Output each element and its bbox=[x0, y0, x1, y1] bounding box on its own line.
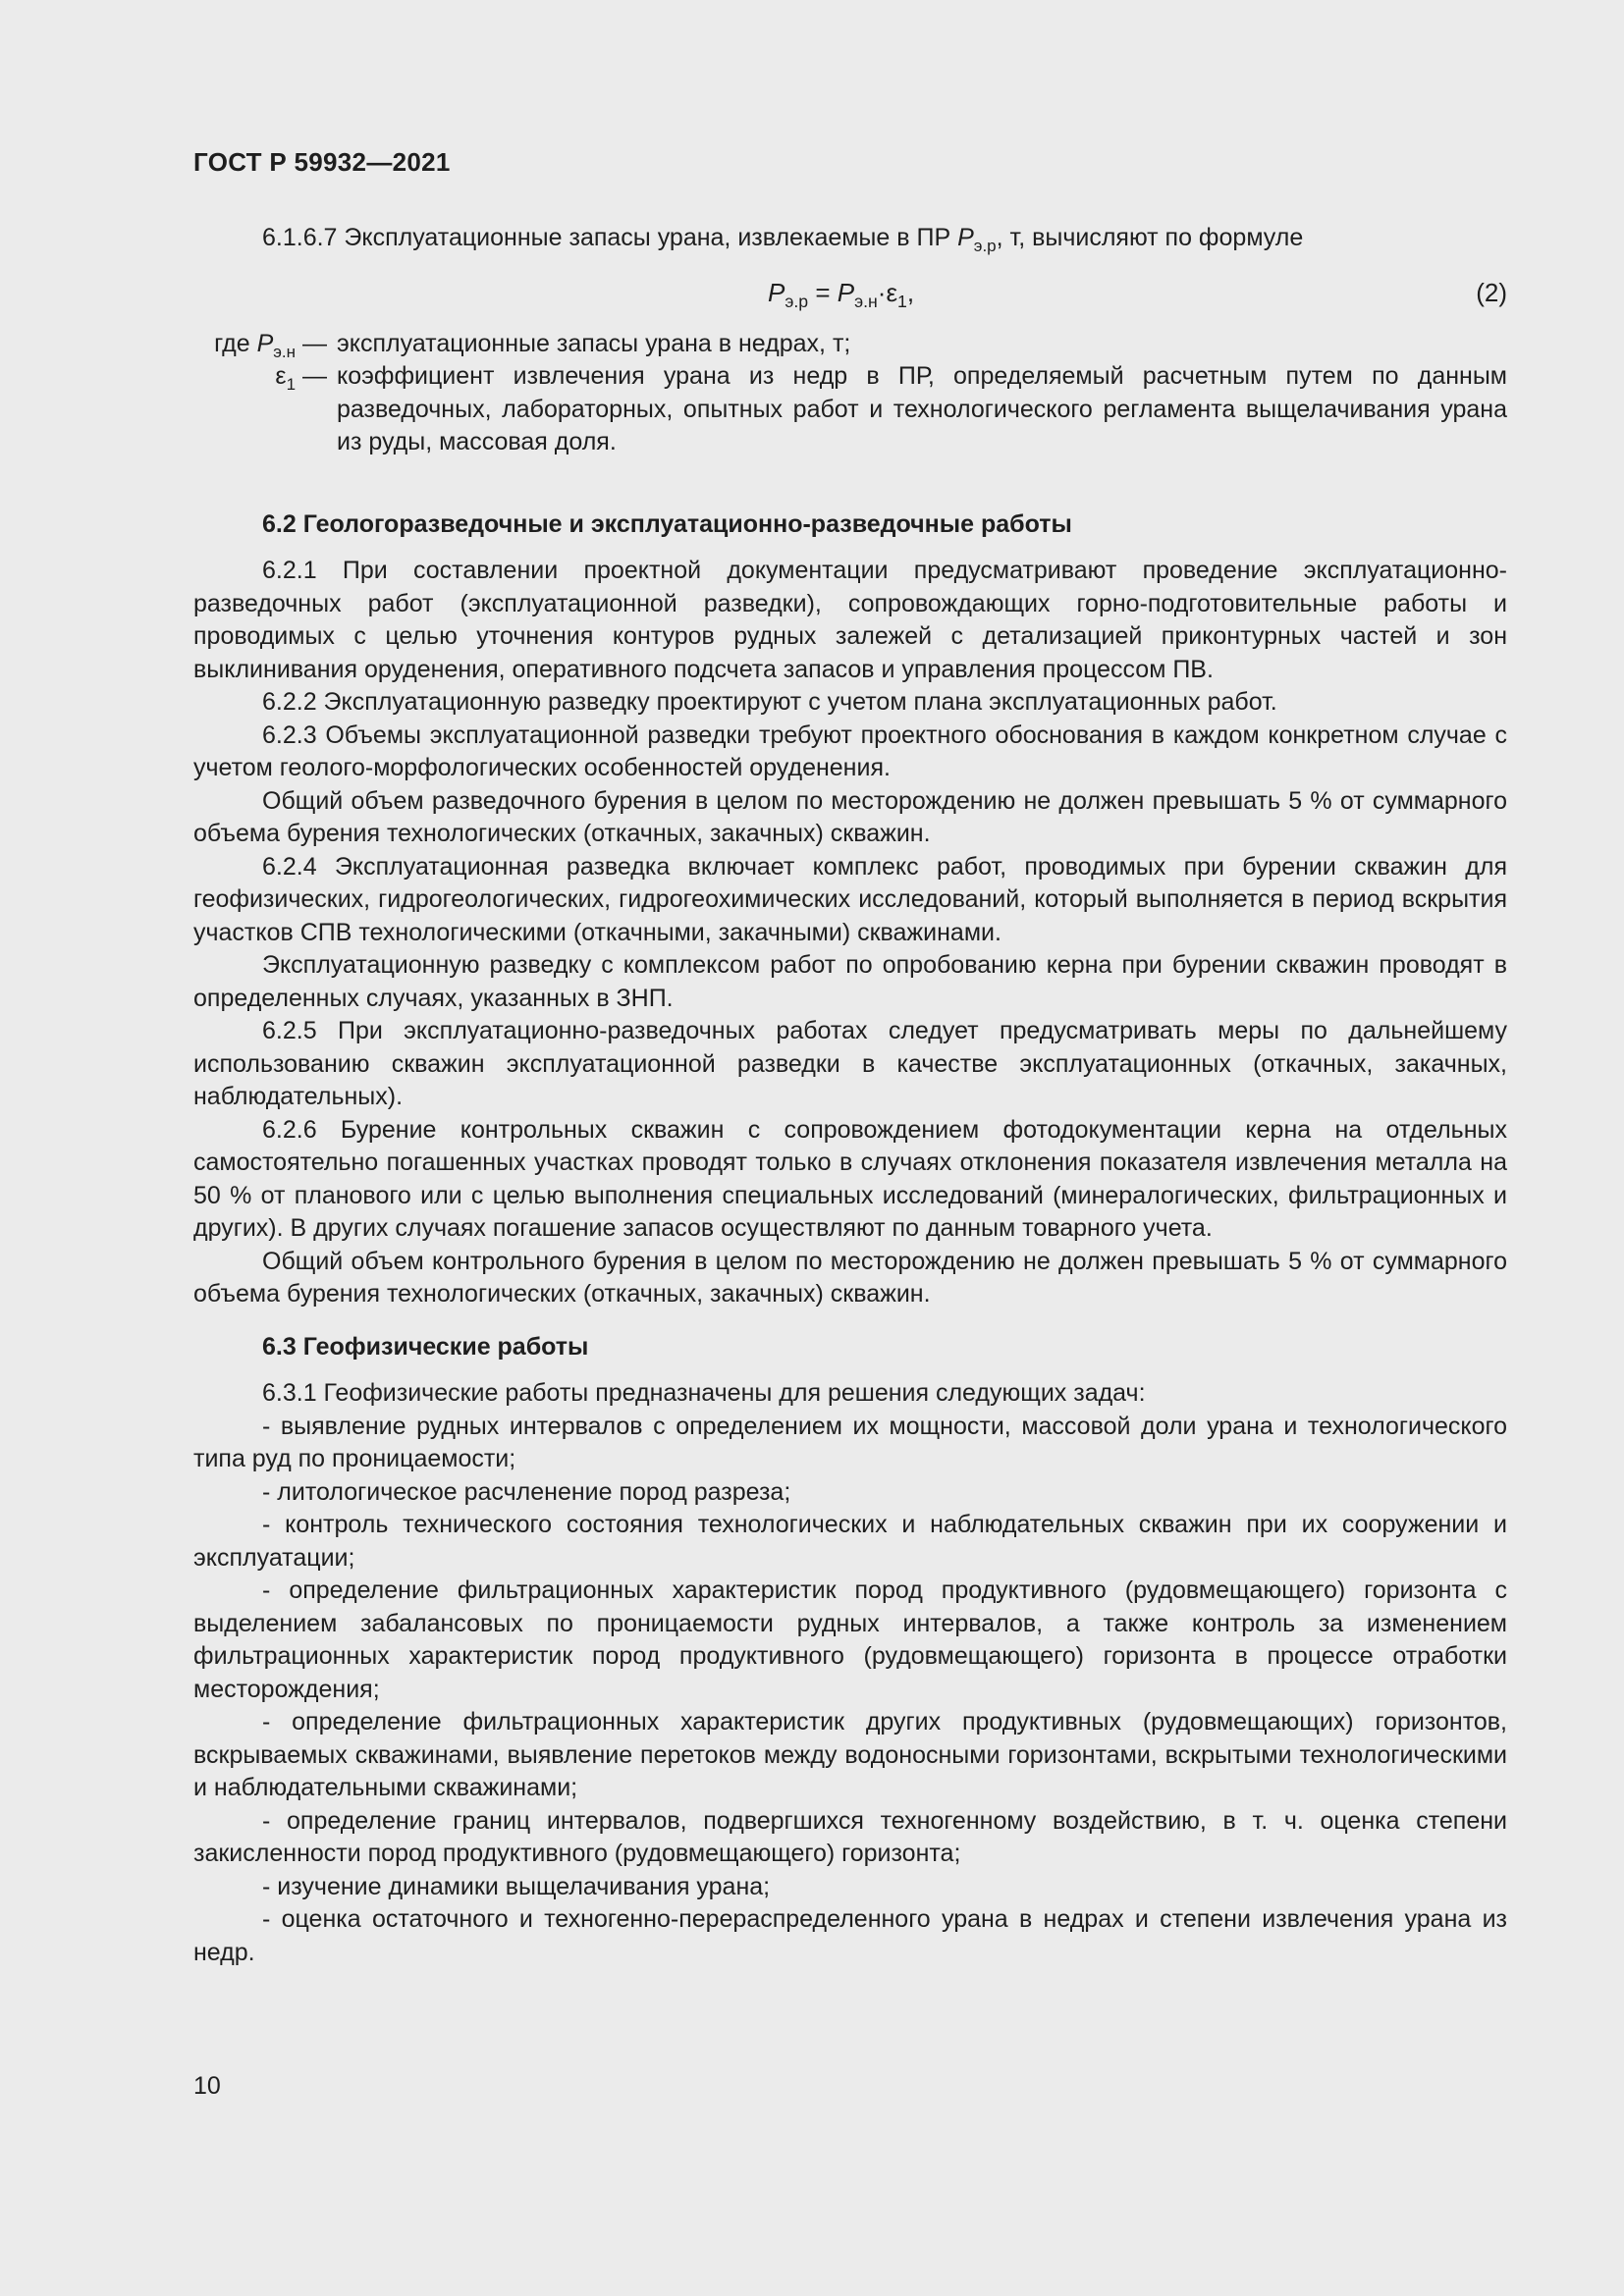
paragraph: Эксплуатационную разведку с комплексом работ по опробованию керна при бурении скважин проводят в определенных случаях, указанных в ЗНП. bbox=[193, 951, 1507, 1012]
page-number: 10 bbox=[193, 2072, 221, 2100]
paragraph: Общий объем контрольного бурения в целом по месторождению не должен превышать 5 % от суммарного объема бурения технологических (откачных, закачных) скважин. bbox=[193, 1247, 1507, 1308]
list-item: - литологическое расчленение пород разреза; bbox=[262, 1477, 791, 1506]
list-item: - оценка остаточного и техногенно-перераспределенного урана в недрах и степени извлечения урана из недр. bbox=[193, 1905, 1507, 1966]
list-item: - определение границ интервалов, подвергшихся техногенному воздействию, в т. ч. оценка степени закисленности пород продуктивного (рудовмещающего) горизонта; bbox=[193, 1806, 1507, 1867]
paragraph: 6.2.1 При составлении проектной документации предусматривают проведение эксплуатационно-разведочных работ (эксплуатационной разведки), сопровождающих горно-подготовительные работы и проводимых с целью уточнения контуров рудных залежей с детализацией приконтурных частей и зон выклинивания оруденения, оперативного подсчета запасов и управления процессом ПВ. bbox=[193, 557, 1507, 683]
paragraph: 6.2.3 Объемы эксплуатационной разведки требуют проектного обоснования в каждом конкретном случае с учетом геолого-морфологических особенностей оруденения. bbox=[193, 721, 1507, 781]
legend-term: где $P_{э.н}$ — bbox=[214, 329, 327, 361]
formula-block bbox=[193, 271, 1507, 316]
list-item: - контроль технического состояния технологических и наблюдательных скважин при их сооружении и эксплуатации; bbox=[193, 1511, 1507, 1572]
list-item: - изучение динамики выщелачивания урана; bbox=[262, 1872, 771, 1900]
paragraph: 6.3.1 Геофизические работы предназначены для решения следующих задач: bbox=[262, 1379, 1146, 1407]
legend-row bbox=[193, 328, 1507, 361]
legend-description: коэффициент извлечения урана из недр в ПР, определяемый расчетным путем по данным разведочных, лабораторных, опытных работ и технологического регламента выщелачивания урана из руды, массовая доля. bbox=[337, 362, 1507, 455]
section-heading-6-2: 6.2 Геологоразведочные и эксплуатационно-разведочные работы bbox=[262, 509, 1072, 538]
legend-term: $\varepsilon_1$ — bbox=[275, 362, 327, 394]
legend-description: эксплуатационные запасы урана в недрах, т; bbox=[337, 329, 851, 357]
formula-legend bbox=[193, 328, 1507, 459]
paragraph: 6.2.6 Бурение контрольных скважин с сопровождением фотодокументации керна на отдельных самостоятельно погашенных участках проводят только в случаях отклонения показателя извлечения металла на 50 % от планового или с целью выполнения специальных исследований (минералогических, фильтрационных и других). В других случаях погашение запасов осуществляют по данным товарного учета. bbox=[193, 1115, 1507, 1242]
list-item: - определение фильтрационных характеристик пород продуктивного (рудовмещающего) горизонта с выделением забалансовых по проницаемости рудных интервалов, а также контроль за изменением фильтрационных характеристик пород продуктивного (рудовмещающего) горизонта в процессе отработки месторождения; bbox=[193, 1576, 1507, 1703]
list-item: - определение фильтрационных характеристик других продуктивных (рудовмещающих) горизонтов, вскрываемых скважинами, выявление перетоков между водоносными горизонтами, вскрытыми технологическими и наблюдательными скважинами; bbox=[193, 1708, 1507, 1801]
list-item: - выявление рудных интервалов с определением их мощности, массовой доли урана и технологического типа руд по проницаемости; bbox=[193, 1412, 1507, 1472]
document-header: ГОСТ Р 59932—2021 bbox=[193, 147, 451, 177]
paragraph: 6.2.5 При эксплуатационно-разведочных работах следует предусматривать меры по дальнейшему использованию скважин эксплуатационной разведки в качестве эксплуатационных (откачных, закачных, наблюдательных). bbox=[193, 1017, 1507, 1110]
formula-2: $P_{э.р} = P_{э.н}\cdot\varepsilon_1$, bbox=[768, 277, 915, 311]
section-heading-6-3: 6.3 Геофизические работы bbox=[262, 1332, 589, 1361]
paragraph: Общий объем разведочного бурения в целом по месторождению не должен превышать 5 % от суммарного объема бурения технологических (откачных, закачных) скважин. bbox=[193, 786, 1507, 847]
paragraph: 6.2.2 Эксплуатационную разведку проектируют с учетом плана эксплуатационных работ. bbox=[262, 688, 1277, 716]
page-content bbox=[193, 222, 1507, 1969]
paragraph: 6.2.4 Эксплуатационная разведка включает комплекс работ, проводимых при бурении скважин для геофизических, гидрогеологических, гидрогеохимических исследований, который выполняется в период вскрытия участков СПВ технологическими (откачными, закачными) скважинами. bbox=[193, 852, 1507, 946]
formula-number: (2) bbox=[1476, 277, 1507, 307]
legend-row bbox=[193, 360, 1507, 459]
paragraph-6-1-6-7: 6.1.6.7 Эксплуатационные запасы урана, извлекаемые в ПР $P_{э.р}$, т, вычисляют по формуле bbox=[262, 224, 1304, 255]
